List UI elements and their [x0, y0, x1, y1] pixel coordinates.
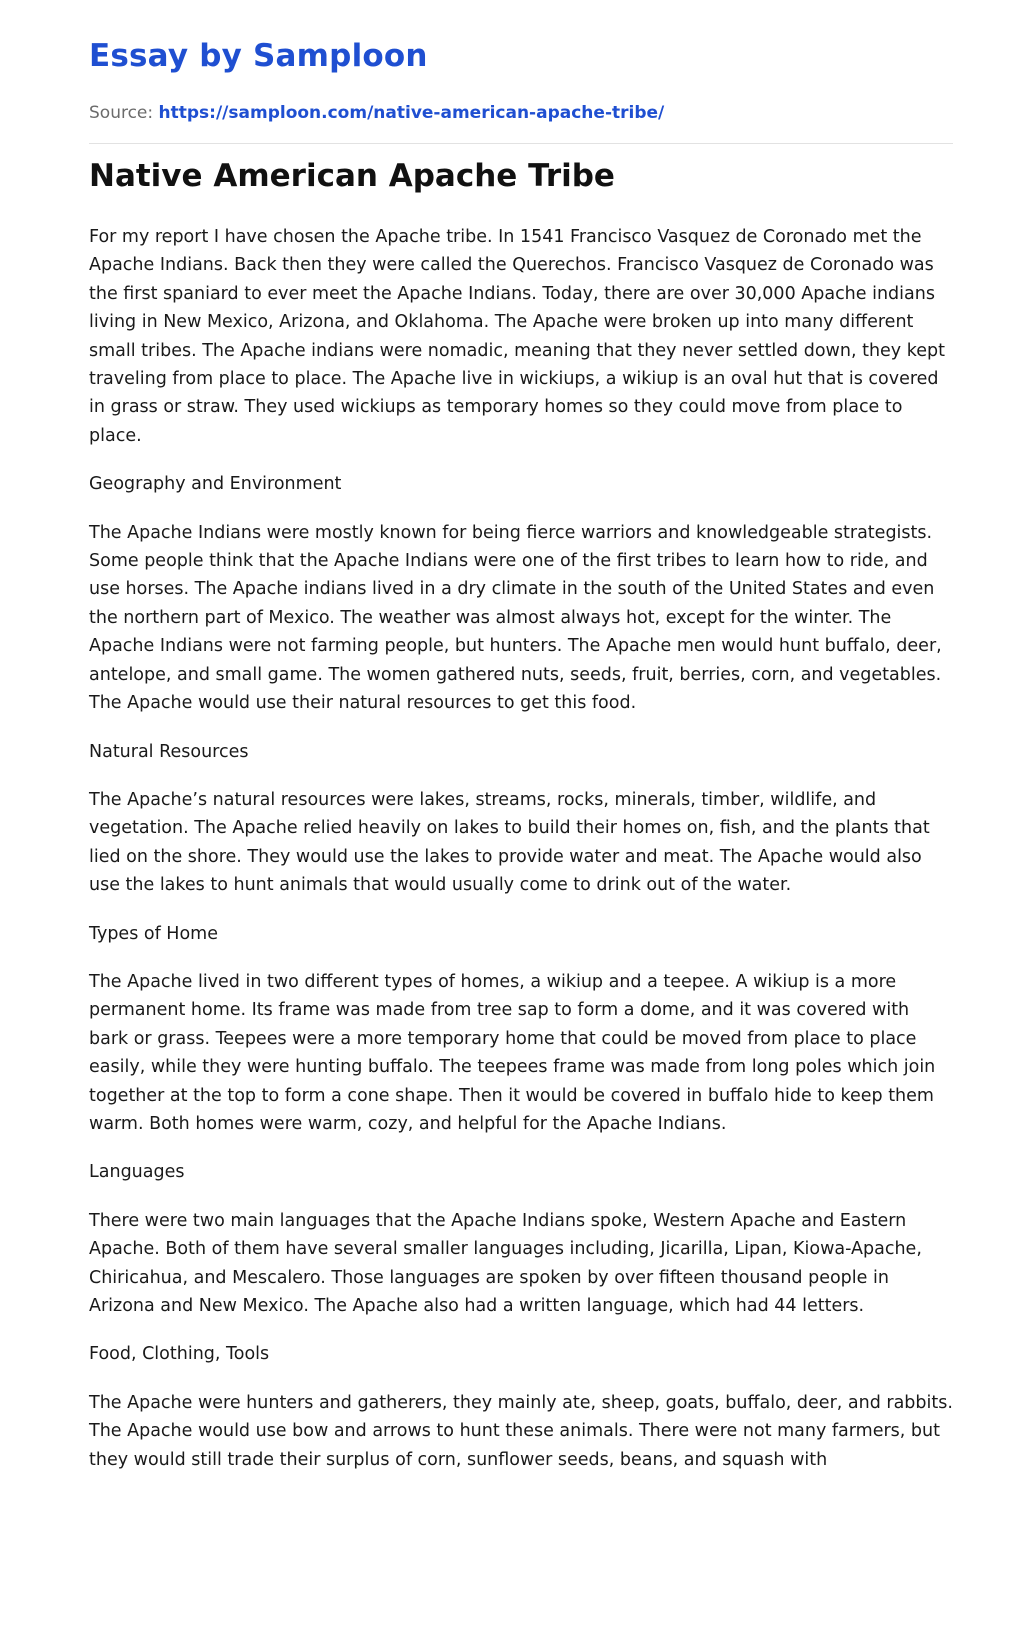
source-label: Source:	[89, 103, 154, 123]
paragraph-languages: There were two main languages that the Apache Indians spoke, Western Apache and Eastern Apache. Both of them have several smaller languages including, Jicarilla, Lipan, Kiowa-Apache, Chiricahua, and Mescalero. Those languages are spoken by over fifteen thousand people in Arizona and New Mexico. The Apache also had a written language, which had 44 letters.	[89, 1210, 922, 1316]
header-divider	[89, 143, 953, 144]
paragraph-geography: The Apache Indians were mostly known for being fierce warriors and knowledgeable strategists. Some people think that the Apache Indians were one of the first tribes to learn how to ride, and use horses. The Apache indians lived in a dry climate in the south of the United States and even the northern part of Mexico. The weather was almost always hot, except for the winter. The Apache Indians were not farming people, but hunters. The Apache men would hunt buffalo, deer, antelope, and small game. The women gathered nuts, seeds, fruit, berries, corn, and vegetables. The Apache would use their natural resources to get this food.	[89, 522, 942, 714]
essay-title: Native American Apache Tribe	[89, 158, 615, 194]
paragraph-types-of-home: The Apache lived in two different types of homes, a wikiup and a teepee. A wikiup is a more permanent home. Its frame was made from tree sap to form a dome, and it was covered with bark or grass. Teepees were a more temporary home that could be moved from place to place easily, while they were hunting buffalo. The teepees frame was made from long poles which join together at the top to form a cone shape. Then it would be covered in buffalo hide to keep them warm. Both homes were warm, cozy, and helpful for the Apache Indians.	[89, 971, 936, 1134]
section-heading-geography: Geography and Environment	[89, 474, 342, 495]
source-link[interactable]: https://samploon.com/native-american-apache-tribe/	[158, 103, 665, 123]
section-heading-languages: Languages	[89, 1162, 185, 1183]
section-heading-natural-resources: Natural Resources	[89, 741, 249, 762]
source-line	[89, 103, 664, 123]
section-heading-food-clothing-tools: Food, Clothing, Tools	[89, 1344, 270, 1365]
paragraph-food-clothing-tools: The Apache were hunters and gatherers, they mainly ate, sheep, goats, buffalo, deer, and rabbits. The Apache would use bow and arrows to hunt these animals. There were not many farmers, but they would still trade their surplus of corn, sunflower seeds, beans, and squash with	[89, 1392, 953, 1470]
paragraph-natural-resources: The Apache’s natural resources were lakes, streams, rocks, minerals, timber, wildlife, and vegetation. The Apache relied heavily on lakes to build their homes on, fish, and the plants that lied on the shore. They would use the lakes to provide water and meat. The Apache would also use the lakes to hunt animals that would usually come to drink out of the water.	[89, 789, 930, 896]
site-brand[interactable]: Essay by Samploon	[89, 38, 428, 74]
essay-body	[89, 223, 953, 1494]
paragraph-intro: For my report I have chosen the Apache tribe. In 1541 Francisco Vasquez de Coronado met the Apache Indians. Back then they were called the Querechos. Francisco Vasquez de Coronado was the first spaniard to ever meet the Apache Indians. Today, there are over 30,000 Apache indians living in New Mexico, Arizona, and Oklahoma. The Apache were broken up into many different small tribes. The Apache indians were nomadic, meaning that they never settled down, they kept traveling from place to place. The Apache live in wickiups, a wikiup is an oval hut that is covered in grass or straw. They used wickiups as temporary homes so they could move from place to place.	[89, 227, 945, 446]
section-heading-types-of-home: Types of Home	[89, 923, 218, 944]
